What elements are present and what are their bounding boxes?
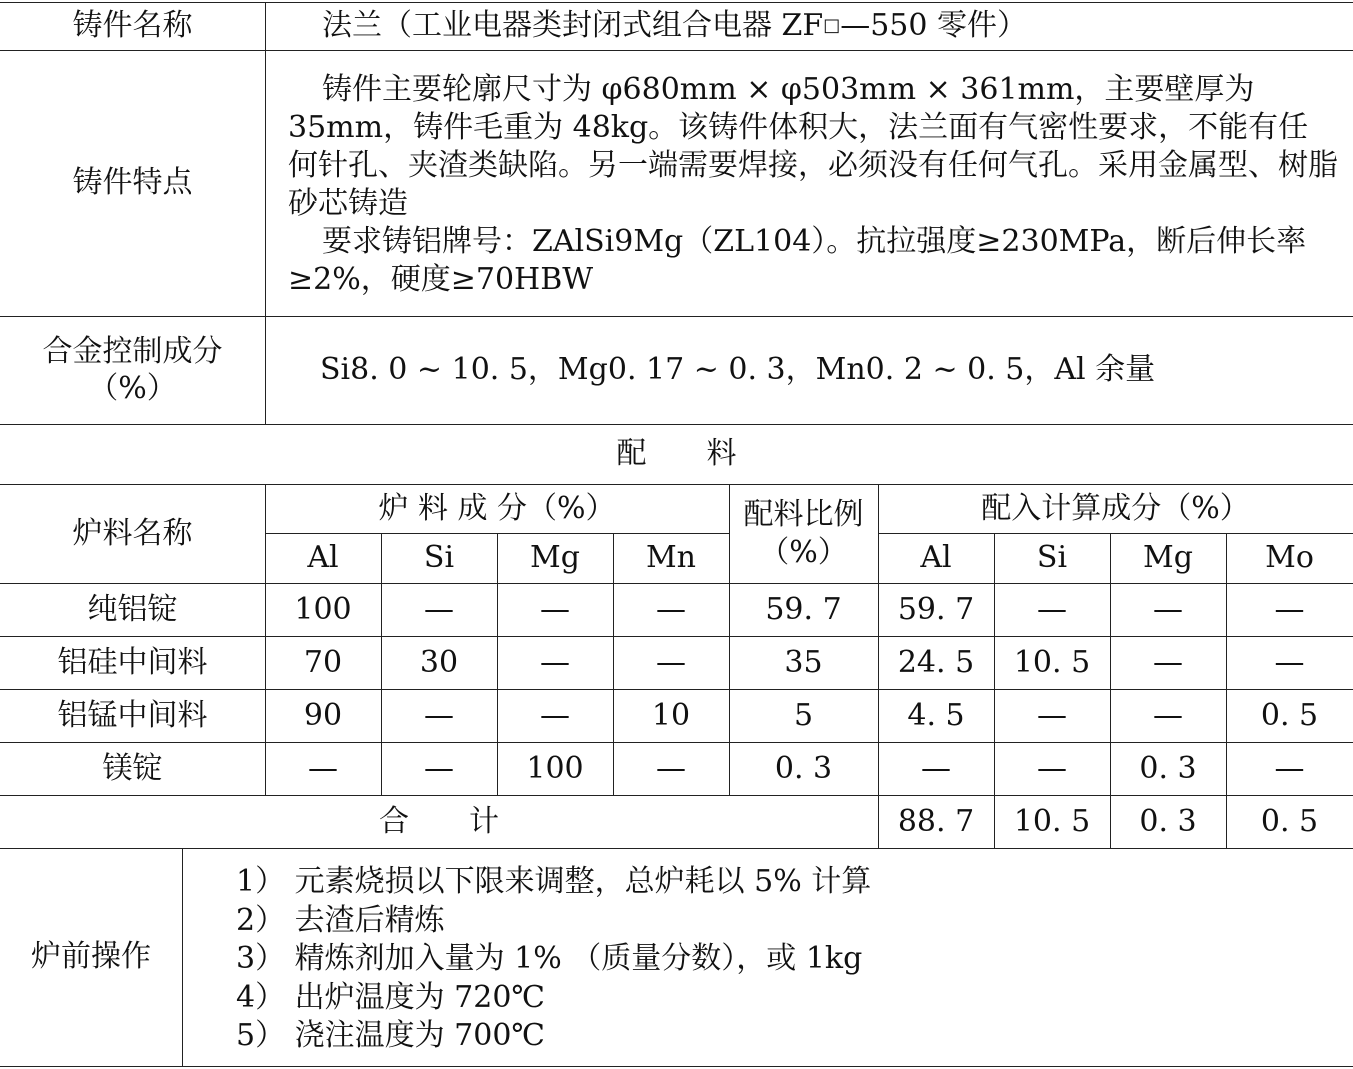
- features-paragraph-2: 要求铸铝牌号：ZAlSi9Mg（ZL104）。抗拉强度≥230MPa，断后伸长率≥2%，硬度≥70HBW: [288, 224, 1307, 297]
- alloy-label: [0, 316, 265, 424]
- table-cell: 90: [303, 697, 343, 733]
- table-cell: 0. 3: [774, 750, 833, 786]
- sub-charge-mn: Mn: [645, 540, 697, 576]
- table-cell: 0. 5: [1260, 697, 1319, 733]
- sub-calc-si: Si: [1036, 540, 1068, 576]
- table-cell: 24. 5: [897, 644, 975, 680]
- furnace-steps: [236, 863, 1336, 1056]
- furnace-step: 3） 精炼剂加入量为 1% （质量分数），或 1kg: [236, 941, 863, 976]
- table-cell: —: [424, 591, 454, 627]
- col-calc-composition: 配入计算成分（%）: [981, 490, 1250, 526]
- sub-charge-al: Al: [307, 540, 339, 576]
- col-charge-name: 炉料名称: [72, 515, 193, 551]
- furnace-step: 2） 去渣后精炼: [236, 902, 445, 938]
- alloy-label-line2: （%）: [88, 371, 177, 406]
- alloy-label-line1: 合金控制成分: [42, 333, 223, 369]
- table-row-name: 纯铝锭: [87, 591, 178, 627]
- table-cell: 10. 5: [1013, 644, 1091, 680]
- furnace-step: 1） 元素烧损以下限来调整，总炉耗以 5% 计算: [236, 864, 872, 899]
- sub-charge-mg: Mg: [530, 540, 580, 576]
- table-cell: —: [540, 644, 570, 680]
- col-ratio-line1: 配料比例: [743, 497, 864, 532]
- table-cell: —: [424, 750, 454, 786]
- furnace-step: 4） 出炉温度为 720℃: [236, 979, 545, 1015]
- table-cell: —: [1153, 644, 1183, 680]
- table-cell: 30: [419, 644, 459, 680]
- features-paragraph-1: 铸件主要轮廓尺寸为 φ680mm × φ503mm × 361mm，主要壁厚为 35mm，铸件毛重为 48kg。该铸件体积大，法兰面有气密性要求，不能有任何针孔、夹渣类缺陷。另一端需要焊接，必须没有任何气孔。采用金属型、树脂砂芯铸造: [288, 72, 1338, 221]
- rule-before-furnace: [0, 848, 1353, 849]
- sub-calc-mg: Mg: [1143, 540, 1193, 576]
- batching-title: 配 料: [616, 436, 737, 472]
- sub-calc-al: Al: [920, 540, 952, 576]
- table-cell: —: [1153, 591, 1183, 627]
- table-cell: —: [308, 750, 338, 786]
- features-label: 铸件特点: [72, 165, 193, 201]
- table-cell: 10: [651, 697, 691, 733]
- table-row-name: 镁锭: [102, 750, 163, 786]
- table-cell: 5: [793, 697, 814, 733]
- table-cell: —: [656, 644, 686, 680]
- table-cell: 0. 3: [1139, 750, 1197, 786]
- casting-name-suffix: —550 零件）: [840, 8, 1028, 44]
- table-cell: —: [656, 591, 686, 627]
- table-cell: 4. 5: [907, 697, 965, 733]
- total-al: 88. 7: [897, 803, 975, 839]
- features-text: [288, 71, 1338, 299]
- table-row-name: 铝硅中间料: [57, 644, 208, 680]
- col-ratio-line2: （%）: [759, 534, 848, 570]
- col-ratio: [729, 484, 878, 583]
- table-cell: 100: [294, 591, 352, 627]
- rule-bottom: [0, 1066, 1353, 1067]
- table-cell: —: [424, 697, 454, 733]
- table-cell: —: [1037, 697, 1067, 733]
- rule-v-label-top: [265, 2, 266, 424]
- total-si: 10. 5: [1013, 803, 1091, 839]
- table-cell: —: [656, 750, 686, 786]
- casting-name-label: 铸件名称: [72, 8, 193, 44]
- col-charge-composition: 炉 料 成 分（%）: [378, 490, 616, 526]
- sub-charge-si: Si: [423, 540, 455, 576]
- furnace-label: 炉前操作: [31, 939, 151, 975]
- table-cell: —: [1153, 697, 1183, 733]
- table-cell: —: [1037, 591, 1067, 627]
- table-row-name: 铝锰中间料: [57, 697, 208, 733]
- casting-name-prefix: 法兰（工业电器类封闭式组合电器 ZF: [322, 8, 824, 44]
- casting-name-value: [322, 2, 1322, 50]
- table-cell: —: [1274, 644, 1305, 680]
- table-cell: 35: [784, 644, 823, 680]
- furnace-step: 5） 浇注温度为 700℃: [236, 1018, 545, 1053]
- alloy-value: Si8. 0 ~ 10. 5，Mg0. 17 ~ 0. 3，Mn0. 2 ~ 0. 5，Al 余量: [320, 352, 1156, 388]
- rule-v-furnace: [182, 848, 183, 1066]
- table-cell: —: [1037, 750, 1067, 786]
- table-cell: 59. 7: [765, 591, 842, 627]
- table-cell: —: [540, 697, 570, 733]
- table-cell: 70: [303, 644, 343, 680]
- sub-calc-mo: Mo: [1265, 540, 1314, 576]
- table-cell: 59. 7: [897, 591, 975, 627]
- table-cell: —: [540, 591, 570, 627]
- table-cell: —: [1274, 591, 1305, 627]
- total-label: 合 计: [379, 803, 499, 839]
- total-mg: 0. 3: [1139, 803, 1197, 839]
- casting-name-sub: □: [823, 14, 841, 36]
- total-mo: 0. 5: [1260, 803, 1319, 839]
- table-cell: —: [1274, 750, 1305, 786]
- table-cell: —: [921, 750, 951, 786]
- table-cell: 100: [526, 750, 584, 786]
